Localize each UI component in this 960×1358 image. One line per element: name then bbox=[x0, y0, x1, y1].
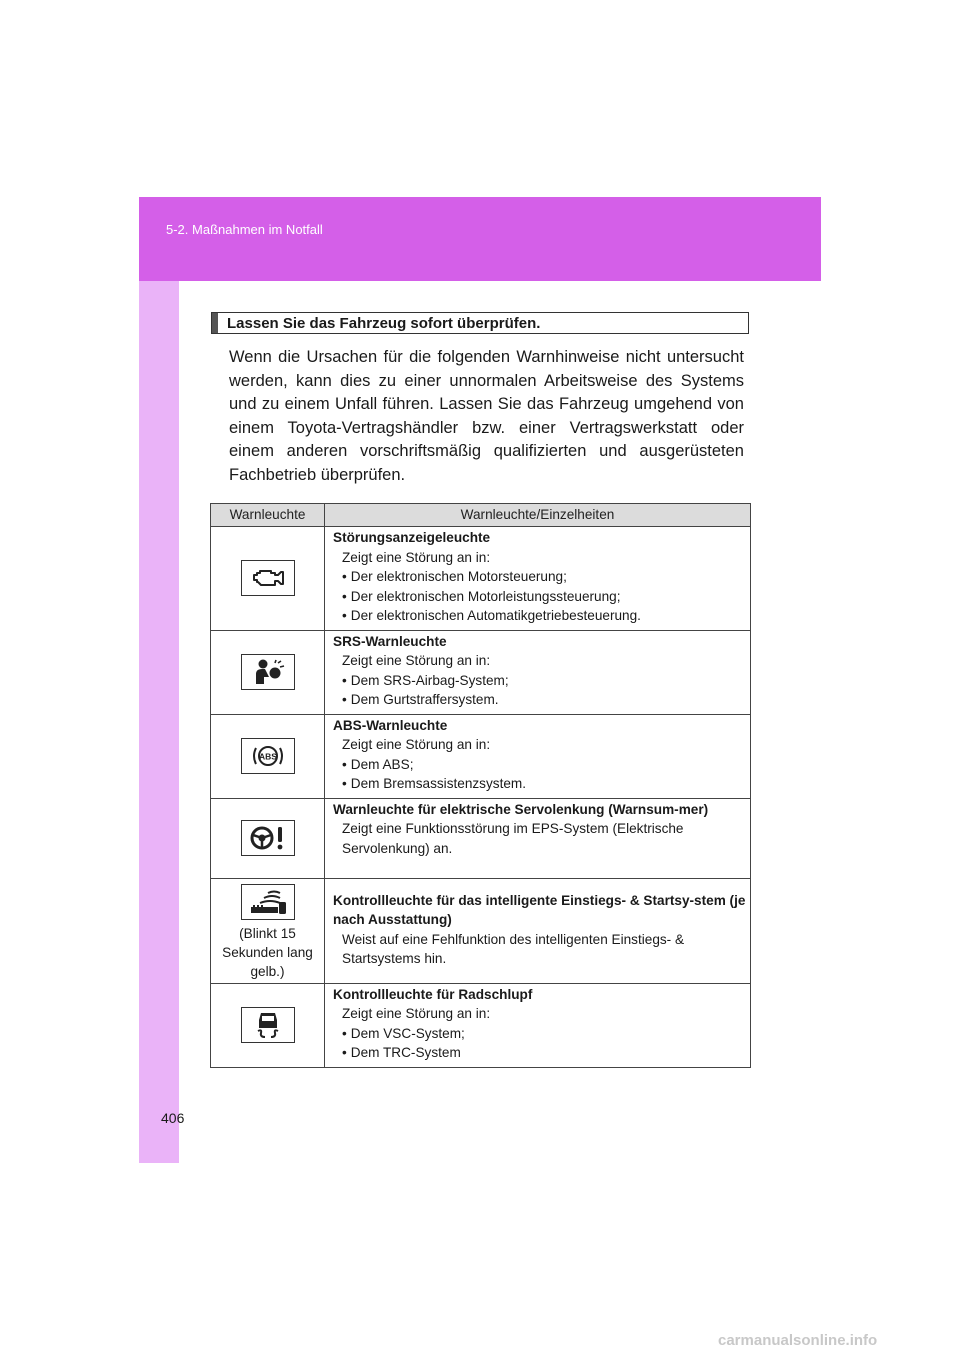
skid-icon bbox=[241, 1007, 295, 1043]
table-row bbox=[211, 630, 751, 714]
row-line: Zeigt eine Störung an in: bbox=[342, 737, 491, 752]
row-line: Zeigt eine Funktionsstörung im EPS-System (Elektrische Servolenkung) an. bbox=[342, 821, 684, 856]
row-line: Zeigt eine Störung an in: bbox=[342, 653, 491, 668]
table-row bbox=[211, 878, 751, 983]
description-cell bbox=[325, 527, 751, 631]
icon-cell bbox=[211, 878, 325, 983]
engine-check-icon bbox=[241, 560, 295, 596]
page-number: 406 bbox=[161, 1110, 185, 1126]
icon-cell bbox=[211, 798, 325, 878]
description-cell bbox=[325, 878, 751, 983]
icon-cell bbox=[211, 630, 325, 714]
row-title: SRS-Warnleuchte bbox=[333, 633, 447, 649]
section-heading bbox=[211, 312, 749, 334]
watermark: carmanualsonline.info bbox=[718, 1332, 878, 1349]
icon-cell bbox=[211, 527, 325, 631]
row-bullet: • Der elektronischen Automatikgetriebesteuerung. bbox=[342, 608, 641, 623]
svg-text:ABS: ABS bbox=[258, 751, 277, 762]
intro-paragraph: Wenn die Ursachen für die folgenden Warnhinweise nicht untersucht werden, kann dies zu einer unnormalen Arbeitsweise des Systems und zu einem Unfall führen. Lassen Sie das Fahrzeug umgehend von einem Toyota-Vertragshändler bzw. einer Vertragswerkstatt oder einem anderen vorschriftsmäßig qualifizierten und ausgerüsteten Fachbetrieb überprüfen. bbox=[229, 348, 744, 484]
description-cell bbox=[325, 983, 751, 1067]
smart-key-icon bbox=[241, 884, 295, 920]
row-title: ABS-Warnleuchte bbox=[333, 717, 448, 733]
description-cell bbox=[325, 798, 751, 878]
column-header: Warnleuchte bbox=[211, 504, 325, 527]
table-row bbox=[211, 527, 751, 631]
row-bullet: • Der elektronischen Motorleistungssteuerung; bbox=[342, 588, 621, 604]
table-header-row bbox=[211, 504, 751, 527]
row-bullet: • Dem TRC-System bbox=[342, 1045, 461, 1060]
table-row bbox=[211, 798, 751, 878]
row-line: Zeigt eine Störung an in: bbox=[342, 549, 491, 565]
steering-warning-icon bbox=[241, 820, 295, 856]
row-bullet: • Dem Bremsassistenzsystem. bbox=[342, 776, 527, 791]
abs-icon bbox=[241, 738, 295, 774]
row-line: Weist auf eine Fehlfunktion des intelligenten Einstiegs- & Startsystems hin. bbox=[342, 931, 685, 966]
warning-table bbox=[210, 503, 751, 1068]
row-title: Störungsanzeigeleuchte bbox=[333, 530, 491, 545]
table-row bbox=[211, 983, 751, 1067]
row-bullet: • Dem Gurtstraffersystem. bbox=[342, 692, 499, 707]
airbag-icon bbox=[241, 654, 295, 690]
row-title: Kontrollleuchte für Radschlupf bbox=[333, 986, 533, 1002]
section-label: 5-2. Maßnahmen im Notfall bbox=[166, 222, 323, 237]
heading-text: Lassen Sie das Fahrzeug sofort überprüfen. bbox=[227, 314, 541, 332]
header-band bbox=[139, 197, 821, 281]
row-line: Zeigt eine Störung an in: bbox=[342, 1006, 491, 1021]
description-cell bbox=[325, 714, 751, 798]
icon-cell bbox=[211, 714, 325, 798]
row-title: Warnleuchte für elektrische Servolenkung (Warnsum-mer) bbox=[333, 801, 709, 817]
icon-cell bbox=[211, 983, 325, 1067]
description-cell bbox=[325, 630, 751, 714]
side-strip bbox=[139, 281, 179, 1163]
heading-bar bbox=[212, 313, 218, 333]
row-bullet: • Der elektronischen Motorsteuerung; bbox=[342, 569, 567, 584]
row-title: Kontrollleuchte für das intelligente Einstiegs- & Startsy-stem (je nach Ausstattung) bbox=[333, 892, 746, 927]
row-bullet: • Dem ABS; bbox=[342, 756, 414, 772]
icon-note: (Blinkt 15 Sekunden lang gelb.) bbox=[222, 926, 313, 979]
row-bullet: • Dem VSC-System; bbox=[342, 1025, 465, 1041]
column-header: Warnleuchte/Einzelheiten bbox=[325, 504, 751, 527]
row-bullet: • Dem SRS-Airbag-System; bbox=[342, 672, 509, 688]
table-row bbox=[211, 714, 751, 798]
